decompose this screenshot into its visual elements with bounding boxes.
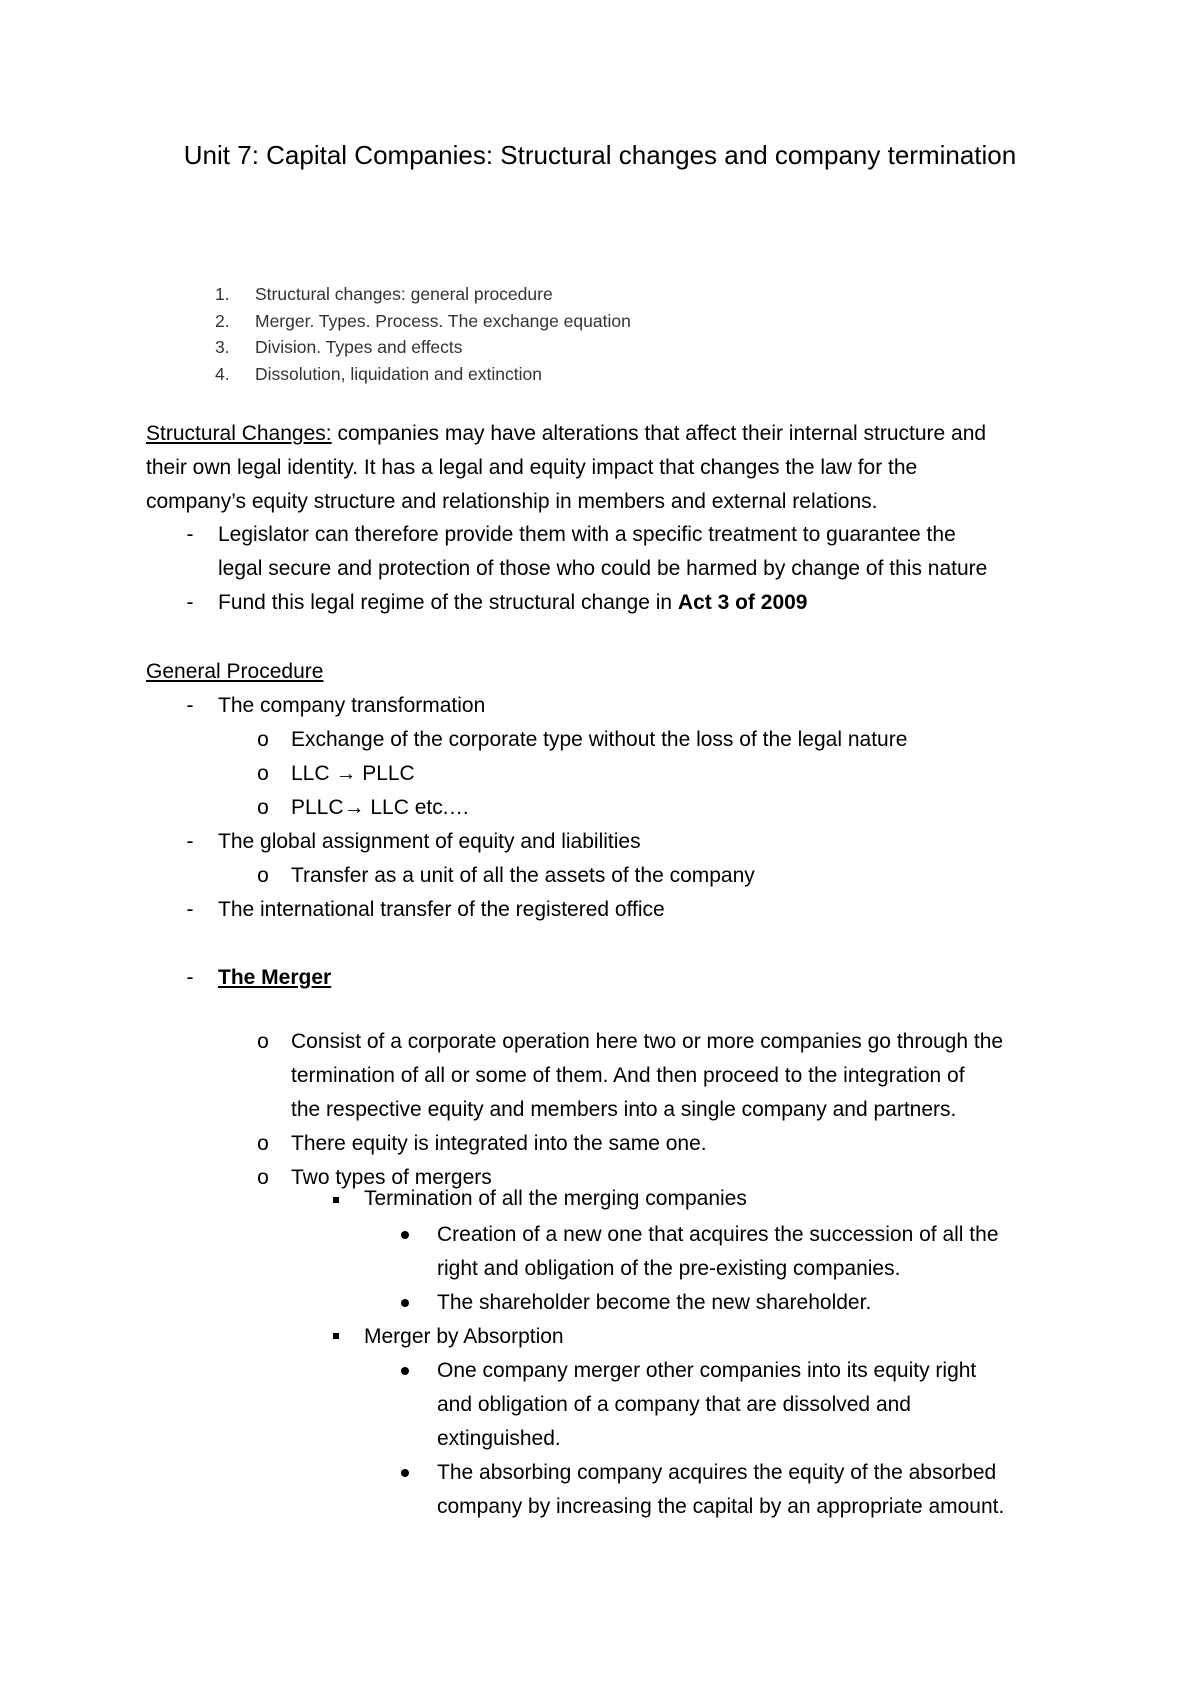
bullet-text — [218, 588, 807, 618]
sub-bullet-text: There equity is integrated into the same one. — [291, 1132, 707, 1155]
paragraph-line: their own legal identity. It has a legal and equity impact that changes the law for the — [146, 456, 918, 479]
list-item — [215, 334, 631, 361]
bullet-text: The global assignment of equity and liabilities — [218, 830, 641, 853]
sub-bullet-text: termination of all or some of them. And then proceed to the integration of — [291, 1064, 965, 1087]
sub-sub-bullet-text: Merger by Absorption — [364, 1325, 564, 1348]
bullet-text: The company transformation — [218, 694, 486, 717]
nested-bullet-text: company by increasing the capital by an appropriate amount. — [437, 1495, 1005, 1518]
nested-bullet-text: The absorbing company acquires the equity of the absorbed — [437, 1461, 997, 1484]
section-heading: General Procedure — [146, 660, 324, 683]
nested-bullet-text: right and obligation of the pre-existing companies. — [437, 1257, 901, 1280]
sub-sub-bullet-text: Termination of all the merging companies — [364, 1187, 747, 1210]
paragraph-line — [146, 419, 986, 449]
sub-bullet-text: PLLC→ LLC etc.… — [291, 796, 470, 819]
section-heading: The Merger — [218, 966, 332, 989]
nested-bullet-text: extinguished. — [437, 1427, 561, 1450]
circle-marker: o — [257, 1166, 269, 1189]
dash-marker: - — [186, 694, 194, 717]
bullet-text-part: Fund this legal regime of the structural change in — [218, 591, 678, 614]
paragraph-line: company’s equity structure and relationship in members and external relations. — [146, 490, 878, 513]
dash-marker: - — [186, 966, 194, 989]
dash-marker: - — [186, 523, 194, 546]
dash-marker: - — [186, 898, 194, 921]
bullet-text: Legislator can therefore provide them with a specific treatment to guarantee the — [218, 523, 956, 546]
nested-bullet-text: Creation of a new one that acquires the succession of all the — [437, 1223, 999, 1246]
list-item-text: Dissolution, liquidation and extinction — [255, 363, 542, 384]
sub-bullet-text: Consist of a corporate operation here two or more companies go through the — [291, 1030, 1004, 1053]
round-bullet-icon — [401, 1469, 409, 1477]
list-item — [215, 361, 631, 388]
circle-marker: o — [257, 864, 269, 887]
circle-marker: o — [257, 1030, 269, 1053]
sub-bullet-text: the respective equity and members into a single company and partners. — [291, 1098, 957, 1121]
list-item — [215, 308, 631, 335]
table-of-contents — [215, 281, 631, 387]
round-bullet-icon — [401, 1367, 409, 1375]
list-number: 1. — [215, 284, 230, 304]
nested-bullet-text: and obligation of a company that are dissolved and — [437, 1393, 911, 1416]
list-item-text: Structural changes: general procedure — [255, 284, 553, 304]
bullet-text: The international transfer of the registered office — [218, 898, 665, 921]
bold-reference: Act 3 of 2009 — [677, 591, 808, 614]
list-number: 2. — [215, 310, 230, 331]
sub-bullet-text: Exchange of the corporate type without the loss of the legal nature — [291, 728, 908, 751]
section-heading: Structural Changes: — [146, 422, 332, 445]
sub-bullet-text: Transfer as a unit of all the assets of the company — [291, 864, 755, 887]
list-item-text: Merger. Types. Process. The exchange equation — [255, 310, 631, 331]
nested-bullet-text: One company merger other companies into its equity right — [437, 1359, 977, 1382]
list-item — [215, 281, 631, 308]
square-bullet-icon — [333, 1333, 339, 1339]
dash-marker: - — [186, 830, 194, 853]
list-number: 3. — [215, 337, 230, 357]
round-bullet-icon — [401, 1231, 409, 1239]
dash-marker: - — [186, 591, 194, 614]
list-number: 4. — [215, 363, 230, 384]
round-bullet-icon — [401, 1299, 409, 1307]
list-item-text: Division. Types and effects — [255, 337, 463, 357]
page-title: Unit 7: Capital Companies: Structural changes and company termination — [183, 140, 1017, 170]
circle-marker: o — [257, 728, 269, 751]
nested-bullet-text: The shareholder become the new shareholder. — [437, 1291, 872, 1314]
circle-marker: o — [257, 762, 269, 785]
circle-marker: o — [257, 796, 269, 819]
paragraph-text: companies may have alterations that affect their internal structure and — [337, 422, 987, 445]
bullet-text: legal secure and protection of those who could be harmed by change of this nature — [218, 557, 988, 580]
square-bullet-icon — [333, 1197, 339, 1203]
sub-bullet-text: Two types of mergers — [291, 1166, 492, 1189]
sub-bullet-text: LLC → PLLC — [291, 762, 415, 785]
circle-marker: o — [257, 1132, 269, 1155]
